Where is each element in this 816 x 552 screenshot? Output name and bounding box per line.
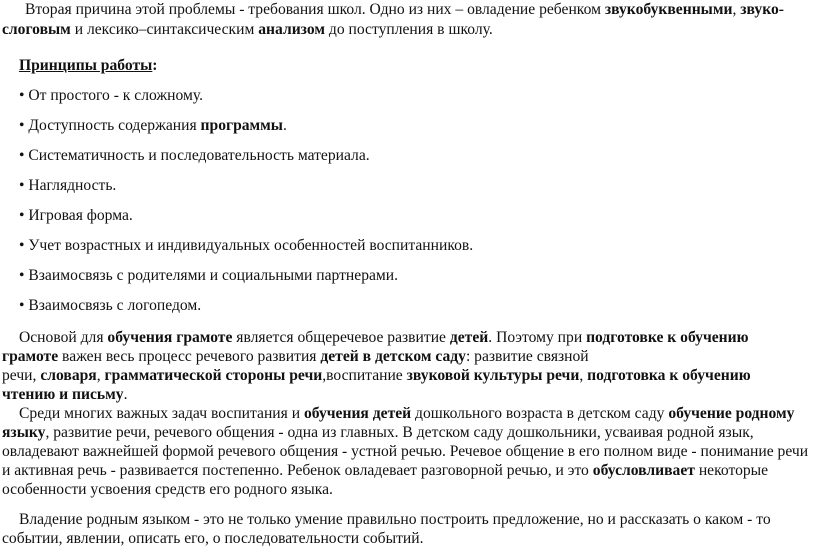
- bullet-icon: •: [19, 117, 25, 134]
- text-run: ,: [96, 367, 105, 384]
- bold-term: подготовке к обучению: [586, 329, 749, 346]
- text-run: важен весь процесс речевого развития: [58, 348, 321, 365]
- item-text: Взаимосвязь с родителями и социальными партнерами.: [28, 267, 399, 284]
- para1-line-3: [2, 366, 751, 385]
- bold-term: слоговым: [2, 21, 71, 38]
- bold-term: анализом: [258, 21, 325, 38]
- para3-line-2: [2, 529, 423, 548]
- item-text: Учет возрастных и индивидуальных особенностей воспитанников.: [28, 237, 474, 254]
- principle-item: [19, 176, 116, 195]
- text-run: речи,: [2, 367, 41, 384]
- bold-term: детей: [449, 329, 489, 346]
- intro-line-2: [2, 20, 493, 39]
- text-run: Основой для: [19, 329, 108, 346]
- text-run: Владение родным языком - это не только умение правильно построить предложение, но и рассказать о каком - то: [19, 511, 771, 528]
- principle-item: [19, 206, 133, 225]
- bold-term: словаря: [40, 367, 97, 384]
- item-text: Доступность содержания: [28, 117, 201, 134]
- text-run: овладевают важнейшей формой речевого общения - устной речью. Речевое общение в его полном виде - понимание речи: [2, 443, 809, 460]
- bold-term: звуковой культуры речи: [406, 367, 580, 384]
- para2-line-4: [2, 461, 768, 480]
- bold-term: звукобуквенными: [604, 1, 733, 18]
- text-run: и активная речь - развивается постепенно. Ребенок овладевает разговорной речью, и это: [2, 462, 593, 479]
- text-run: ,: [732, 1, 741, 18]
- item-text: Игровая форма.: [28, 207, 133, 224]
- bold-term: обучение родному: [668, 405, 795, 422]
- bold-term: чтению и письму: [2, 386, 124, 403]
- text-run: ,: [579, 367, 588, 384]
- text-run: некоторые: [694, 462, 769, 479]
- bullet-icon: •: [19, 207, 25, 224]
- bold-term: подготовка к обучению: [587, 367, 751, 384]
- bullet-icon: •: [19, 87, 25, 104]
- bold-term: детей в детском саду: [320, 348, 466, 365]
- para2-line-1: [19, 404, 794, 423]
- principles-heading: [19, 56, 158, 75]
- heading-colon: :: [152, 57, 158, 74]
- para1-line-2: [2, 347, 589, 366]
- para1-line-4: [2, 385, 128, 404]
- text-run: дошкольного возраста в детском саду: [411, 405, 669, 422]
- item-text: .: [282, 117, 287, 134]
- para2-line-3: [2, 442, 808, 461]
- bold-term: языку: [2, 424, 46, 441]
- text-run: Среди многих важных задач воспитания и: [19, 405, 304, 422]
- bullet-icon: •: [19, 297, 25, 314]
- text-run: . Поэтому при: [488, 329, 587, 346]
- bullet-icon: •: [19, 267, 25, 284]
- para3-line-1: [19, 510, 771, 529]
- principle-item: [19, 86, 203, 105]
- item-text: От простого - к сложному.: [28, 87, 204, 104]
- bold-term: звуко-: [740, 1, 784, 18]
- text-run: до поступления в школу.: [324, 21, 493, 38]
- para2-line-5: [2, 480, 333, 499]
- item-text: Систематичность и последовательность материала.: [28, 147, 370, 164]
- heading-text: Принципы работы: [19, 57, 153, 74]
- item-text: Наглядность.: [28, 177, 117, 194]
- principle-item: [19, 236, 473, 255]
- bold-term: программы: [200, 117, 283, 134]
- para2-line-2: [2, 423, 754, 442]
- principle-item: [19, 116, 287, 135]
- text-run: , развитие речи, речевого общения - одна из главных. В детском саду дошкольники, усваивая родной язык,: [45, 424, 754, 441]
- text-run: Вторая причина этой проблемы - требования школ. Одно из них – овладение ребенком: [25, 1, 605, 18]
- bold-term: обучения детей: [303, 405, 412, 422]
- item-text: Взаимосвязь с логопедом.: [28, 297, 202, 314]
- principle-item: [19, 266, 398, 285]
- text-run: : развитие связной: [465, 348, 589, 365]
- bold-term: грамоте: [2, 348, 59, 365]
- bullet-icon: •: [19, 237, 25, 254]
- text-run: является общеречевое развитие: [232, 329, 450, 346]
- text-run: и лексико–синтаксическим: [70, 21, 259, 38]
- bullet-icon: •: [19, 147, 25, 164]
- para1-line-1: [19, 328, 749, 347]
- text-run: .: [123, 386, 128, 403]
- intro-line-1: [25, 0, 784, 19]
- bullet-icon: •: [19, 177, 25, 194]
- principle-item: [19, 296, 201, 315]
- principle-item: [19, 146, 370, 165]
- bold-term: обучения грамоте: [107, 329, 233, 346]
- text-run: событии, явлении, описать его, о последовательности событий.: [2, 530, 424, 547]
- text-run: особенности усвоения средств его родного языка.: [2, 481, 333, 498]
- bold-term: обусловливает: [592, 462, 695, 479]
- text-run: ,воспитание: [322, 367, 407, 384]
- bold-term: грамматической стороны речи: [104, 367, 323, 384]
